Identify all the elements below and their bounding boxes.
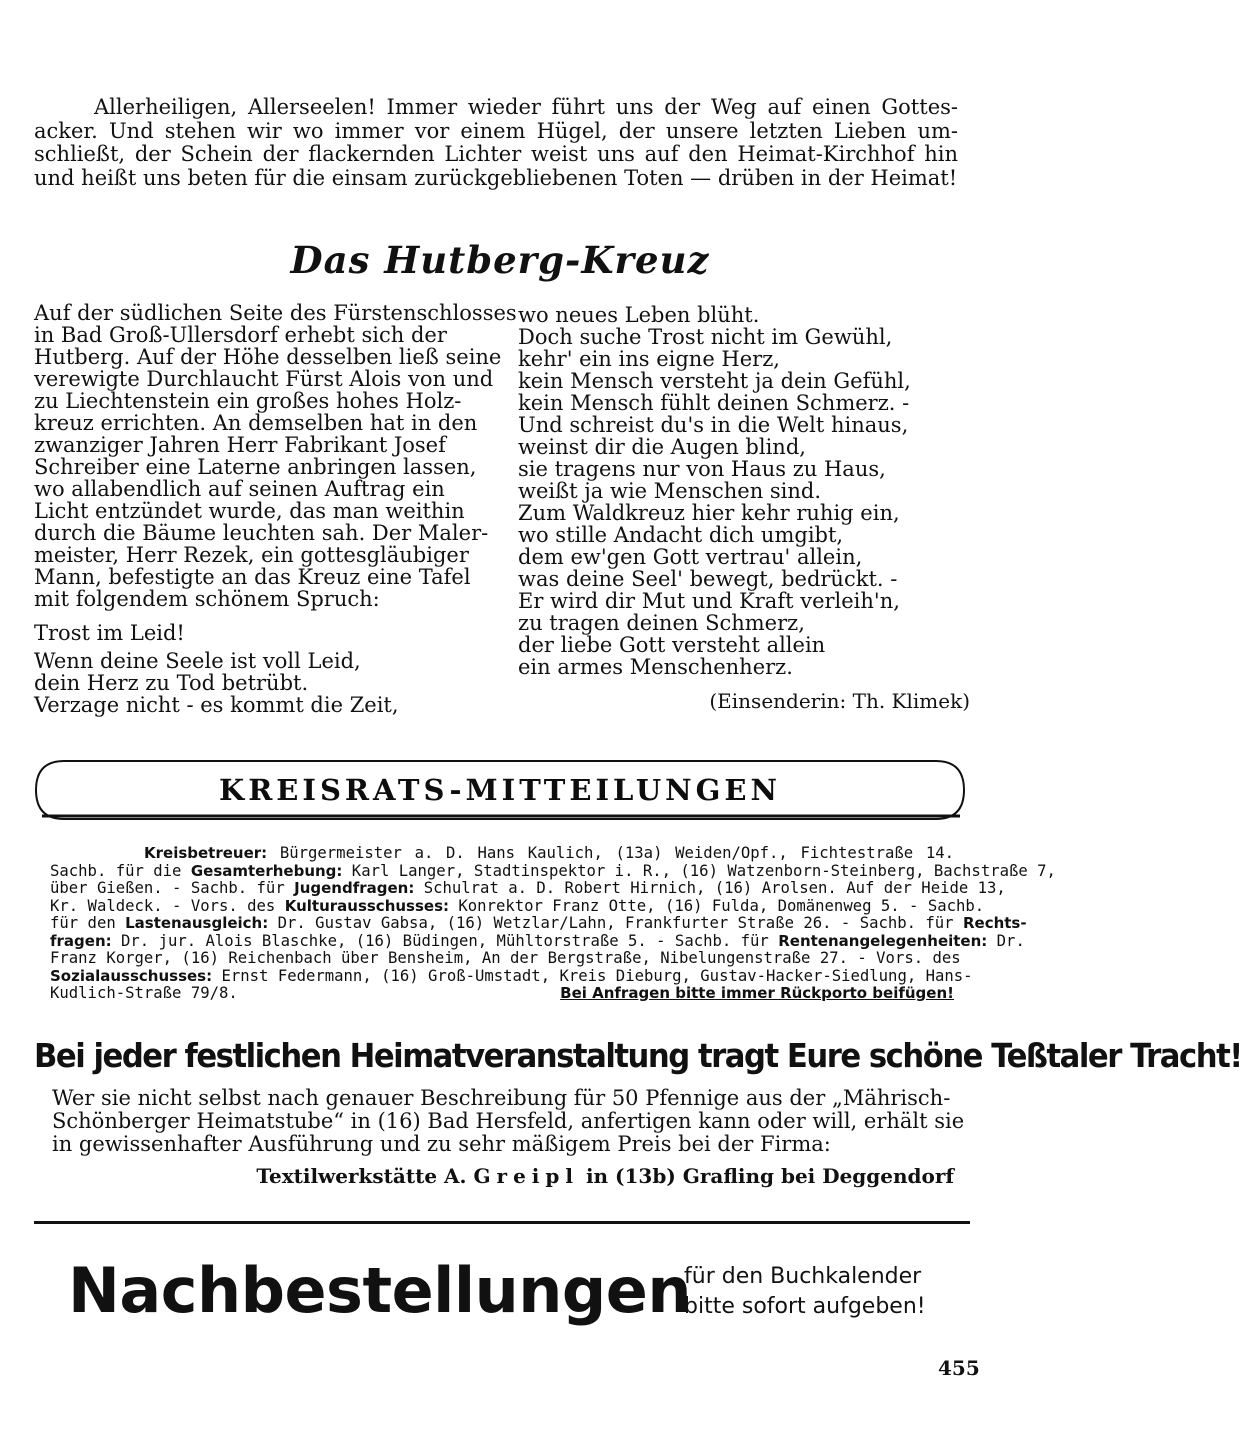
article-left-column bbox=[34, 301, 517, 717]
article-line: meister, Herr Rezek, ein gottesgläubiger bbox=[34, 543, 469, 567]
notice-line: Franz Korger, (16) Reichenbach über Bensheim, An der Bergstraße, Nibelungenstraße 27. - Vors. des bbox=[50, 949, 961, 967]
reorder-note-line: für den Buchkalender bbox=[684, 1264, 922, 1289]
poem-line: was deine Seel' bewegt, bedrückt. - bbox=[518, 567, 898, 591]
article-line: zwanziger Jahren Herr Fabrikant Josef bbox=[34, 433, 446, 457]
intro-line: und heißt uns beten für die einsam zurückgebliebenen Toten — drüben in der Heimat! bbox=[34, 165, 958, 190]
reorder-title: Nachbestellungen bbox=[68, 1254, 691, 1327]
poem-line: kein Mensch fühlt deinen Schmerz. - bbox=[518, 391, 910, 415]
divider-rule bbox=[34, 1221, 970, 1224]
poem-line: wo stille Andacht dich umgibt, bbox=[518, 523, 844, 547]
costume-ad-body bbox=[52, 1086, 965, 1156]
poem-stanza-right bbox=[518, 304, 970, 678]
poem-stanza-left bbox=[34, 650, 488, 716]
notice-line: Kreisbetreuer: Bürgermeister a. D. Hans Kaulich, (13a) Weiden/Opf., Fichtestraße 14. bbox=[144, 844, 954, 862]
article-line: verewigte Durchlaucht Fürst Alois von und bbox=[34, 367, 494, 391]
ad-line: Wer sie nicht selbst nach genauer Beschreibung für 50 Pfennige aus der „Mährisch- bbox=[52, 1086, 951, 1110]
return-postage-note: Bei Anfragen bitte immer Rückporto beifügen! bbox=[560, 984, 954, 1002]
poem-line: kein Mensch versteht ja dein Gefühl, bbox=[518, 369, 911, 393]
article-line: Auf der südlichen Seite des Fürstenschlosses bbox=[34, 301, 517, 325]
article-line: zu Liechtenstein ein großes hohes Holz- bbox=[34, 389, 462, 413]
poem-line: Zum Waldkreuz hier kehr ruhig ein, bbox=[518, 501, 900, 525]
notice-line: fragen: Dr. jur. Alois Blaschke, (16) Büdingen, Mühltorstraße 5. - Sachb. für Rentenangelegenheiten: Dr. bbox=[50, 931, 1025, 950]
notice-line: Sozialausschusses: Ernst Federmann, (16) Groß-Umstadt, Kreis Dieburg, Gustav-Hacker-Siedlung, Hans- bbox=[50, 966, 973, 985]
costume-ad-headline: Bei jeder festlichen Heimatveranstaltung tragt Eure schöne Teßtaler Tracht! bbox=[34, 1036, 1242, 1075]
notice-line: Sachb. für die Gesamterhebung: Karl Langer, Stadtinspektor i. R., (16) Watzenborn-Steinberg, Bachstraße 7, bbox=[50, 861, 1056, 880]
poem-line: weinst dir die Augen blind, bbox=[518, 435, 806, 459]
article-line: Schreiber eine Laterne anbringen lassen, bbox=[34, 455, 477, 479]
page-number: 455 bbox=[938, 1356, 980, 1380]
poem-line: kehr' ein ins eigne Herz, bbox=[518, 347, 780, 371]
poem-line: der liebe Gott versteht allein bbox=[518, 633, 826, 657]
intro-paragraph bbox=[34, 96, 958, 190]
poem-line: wo neues Leben blüht. bbox=[518, 303, 760, 327]
article-line: Hutberg. Auf der Höhe desselben ließ seine bbox=[34, 345, 502, 369]
poem-line: weißt ja wie Menschen sind. bbox=[518, 479, 822, 503]
poem-line: Er wird dir Mut und Kraft verleih'n, bbox=[518, 589, 900, 613]
article-line: in Bad Groß-Ullersdorf erhebt sich der bbox=[34, 323, 447, 347]
notice-line: für den Lastenausgleich: Dr. Gustav Gabsa, (16) Wetzlar/Lahn, Frankfurter Straße 26. - Sachb. für Rechts- bbox=[50, 914, 1027, 932]
poem-line: Verzage nicht - es kommt die Zeit, bbox=[34, 693, 399, 717]
article-line: Licht entzündet wurde, das man weithin bbox=[34, 499, 465, 523]
costume-ad-contact: Textilwerkstätte A. Greipl in (13b) Grafling bei Deggendorf bbox=[256, 1164, 954, 1188]
article-line: mit folgendem schönem Spruch: bbox=[34, 587, 380, 611]
poem-line: dem ew'gen Gott vertrau' allein, bbox=[518, 545, 863, 569]
poem-line: zu tragen deinen Schmerz, bbox=[518, 611, 805, 635]
ad-line: Schönberger Heimatstube“ in (16) Bad Hersfeld, anfertigen kann oder will, erhält sie bbox=[52, 1109, 965, 1133]
notice-line: Kudlich-Straße 79/8. Bei Anfragen bitte immer Rückporto beifügen! bbox=[50, 984, 954, 1002]
intro-line: acker. Und stehen wir wo immer vor einem Hügel, der unsere letzten Lieben um- bbox=[34, 118, 958, 143]
article-line: kreuz errichten. An demselben hat in den bbox=[34, 411, 478, 435]
section-banner bbox=[34, 759, 966, 821]
poem-line: Wenn deine Seele ist voll Leid, bbox=[34, 649, 361, 673]
article-line: wo allabendlich auf seinen Auftrag ein bbox=[34, 477, 445, 501]
poem-line: ein armes Menschenherz. bbox=[518, 655, 793, 679]
article-title: Das Hutberg-Kreuz bbox=[290, 238, 710, 282]
article-right-column bbox=[518, 302, 970, 678]
poem-line: sie tragens nur von Haus zu Haus, bbox=[518, 457, 886, 481]
poem-line: Und schreist du's in die Welt hinaus, bbox=[518, 413, 909, 437]
notice-line: über Gießen. - Sachb. für Jugendfragen: Schulrat a. D. Robert Hirnich, (16) Arolsen. Auf der Heide 13, bbox=[50, 879, 1006, 897]
notice-line: Kr. Waldeck. - Vors. des Kulturausschusses: Konrektor Franz Otte, (16) Fulda, Domänenweg 5. - Sachb. bbox=[50, 896, 985, 915]
poem-title: Trost im Leid! bbox=[34, 621, 185, 645]
poem-line: dein Herz zu Tod betrübt. bbox=[34, 671, 309, 695]
intro-line: schließt, der Schein der flackernden Lichter weist uns auf den Heimat-Kirchhof hin bbox=[34, 142, 958, 166]
article-paragraph bbox=[34, 301, 517, 611]
intro-line: Allerheiligen, Allerseelen! Immer wieder führt uns der Weg auf einen Gottes- bbox=[94, 95, 958, 119]
article-signature: (Einsenderin: Th. Klimek) bbox=[709, 689, 970, 713]
council-notices bbox=[50, 844, 1056, 1003]
reorder-note-line: bitte sofort aufgeben! bbox=[684, 1294, 926, 1319]
reorder-note bbox=[684, 1262, 926, 1322]
banner-title: KREISRATS-MITTEILUNGEN bbox=[219, 773, 781, 807]
ad-line: in gewissenhafter Ausführung und zu sehr mäßigem Preis bei der Firma: bbox=[52, 1132, 831, 1156]
article-line: Mann, befestigte an das Kreuz eine Tafel bbox=[34, 565, 471, 589]
poem-line: Doch suche Trost nicht im Gewühl, bbox=[518, 325, 893, 349]
article-line: durch die Bäume leuchten sah. Der Maler- bbox=[34, 521, 489, 545]
